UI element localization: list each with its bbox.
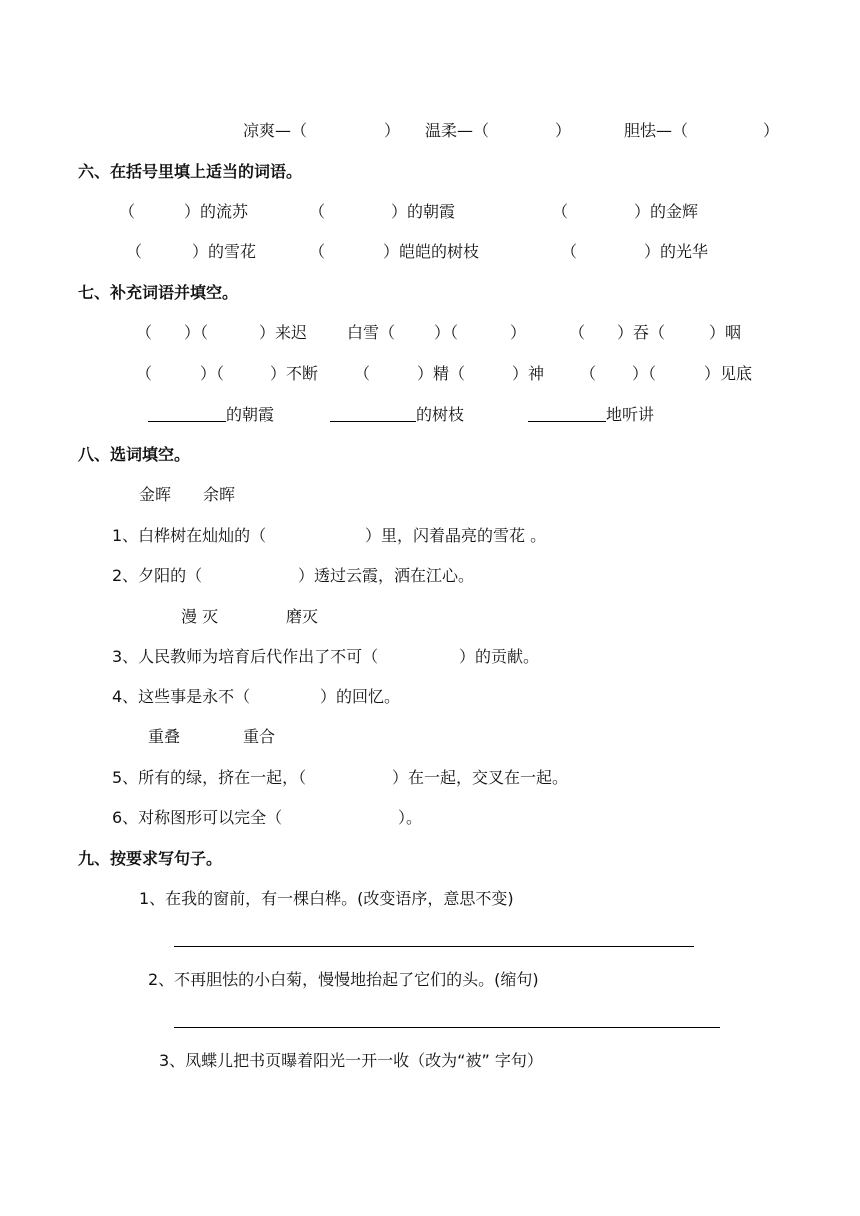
- s7-r2-g: （: [580, 364, 597, 383]
- s7-r1-f: ）: [510, 323, 527, 342]
- s8-q3-text: 3、人民教师为培育后代作出了不可（: [112, 647, 379, 666]
- antonym-blank-close-2: ）: [555, 121, 572, 140]
- s7-r2-h: ）（: [632, 364, 657, 383]
- s9-q2-answer-line[interactable]: [174, 1027, 720, 1028]
- s6-r1-text-2: ）的朝霞: [391, 202, 456, 221]
- s7-blank-line-3[interactable]: [528, 421, 606, 422]
- section-9-title: 九、按要求写句子。: [78, 849, 223, 868]
- s7-r2-i: ）见底: [704, 364, 753, 383]
- s7-r1-c: ）来迟: [259, 323, 308, 342]
- s8-q1-text: 1、白桦树在灿灿的（: [112, 526, 267, 545]
- s6-r2-open-3: （: [561, 242, 578, 261]
- s8-word-group-2b: 磨灭: [286, 607, 319, 626]
- s6-r2-text-2: ）皑皑的树枝: [383, 242, 480, 261]
- antonym-blank-close-3: ）: [763, 121, 780, 140]
- s6-r1-text-3: ）的金辉: [634, 202, 699, 221]
- section-7-title: 七、补充词语并填空。: [78, 283, 239, 302]
- s7-r2-d: （: [354, 364, 371, 383]
- s6-r1-open-3: （: [552, 202, 569, 221]
- s6-r2-text-1: ）的雪花: [192, 242, 257, 261]
- s8-q2-text: 2、夕阳的（: [112, 566, 203, 585]
- s7-r2-f: ）神: [512, 364, 545, 383]
- s9-q1-text: 1、在我的窗前，有一棵白桦。(改变语序，意思不变): [139, 889, 514, 908]
- s8-q1-text-end: ）里，闪着晶亮的雪花 。: [365, 526, 547, 545]
- s8-word-group-1: 金晖 余晖: [139, 485, 236, 504]
- s7-r2-b: ）（: [200, 364, 225, 383]
- s7-r3-text-2: 的树枝: [416, 405, 465, 424]
- s9-q2-text: 2、不再胆怯的小白菊，慢慢地抬起了它们的头。(缩句): [148, 970, 539, 989]
- s7-r1-h: ）吞（: [617, 323, 666, 342]
- s7-r1-g: （: [569, 323, 586, 342]
- s7-r2-a: （: [136, 364, 153, 383]
- antonym-cue-3: 胆怯—（: [624, 121, 689, 140]
- s7-r3-text-1: 的朝霞: [226, 405, 275, 424]
- s7-blank-line-1[interactable]: [148, 421, 226, 422]
- s8-word-group-2a: 漫 灭: [181, 607, 219, 626]
- s8-q2-text-end: ）透过云霞，洒在江心。: [298, 566, 475, 585]
- s8-q5-text: 5、所有的绿，挤在一起，（: [112, 768, 307, 787]
- s7-blank-line-2[interactable]: [330, 421, 416, 422]
- section-8-title: 八、选词填空。: [78, 445, 191, 464]
- s6-r1-open-2: （: [309, 202, 326, 221]
- s8-q3-text-end: ）的贡献。: [459, 647, 540, 666]
- antonym-blank-close-1: ）: [384, 121, 401, 140]
- s7-r3-text-3: 地听讲: [606, 405, 655, 424]
- s7-r2-c: ）不断: [270, 364, 319, 383]
- s8-q6-text-end: ）。: [398, 808, 423, 827]
- s8-q4-text-end: ）的回忆。: [320, 687, 401, 706]
- s8-q5-text-end: ）在一起，交叉在一起。: [392, 768, 569, 787]
- s6-r1-text-1: ）的流苏: [184, 202, 249, 221]
- s6-r2-text-3: ）的光华: [644, 242, 709, 261]
- s8-q6-text: 6、对称图形可以完全（: [112, 808, 283, 827]
- antonym-cue-1: 凉爽—（: [243, 121, 308, 140]
- s7-r1-a: （: [136, 323, 153, 342]
- s9-q3-text: 3、凤蝶儿把书页曝着阳光一开一收（改为“被” 字句）: [159, 1051, 543, 1070]
- s7-r1-e: ）（: [434, 323, 459, 342]
- section-6-title: 六、在括号里填上适当的词语。: [78, 162, 303, 181]
- s6-r1-open-1: （: [119, 202, 136, 221]
- s9-q1-answer-line[interactable]: [174, 946, 694, 947]
- s8-word-group-3a: 重叠: [148, 727, 181, 746]
- s8-word-group-3b: 重合: [243, 727, 276, 746]
- s7-r1-b: ）（: [184, 323, 209, 342]
- s8-q4-text: 4、这些事是永不（: [112, 687, 251, 706]
- s7-r1-d: 白雪（: [347, 323, 396, 342]
- antonym-cue-2: 温柔—（: [425, 121, 490, 140]
- s7-r1-i: ）咽: [709, 323, 742, 342]
- s7-r2-e: ）精（: [417, 364, 466, 383]
- s6-r2-open-2: （: [309, 242, 326, 261]
- s6-r2-open-1: （: [126, 242, 143, 261]
